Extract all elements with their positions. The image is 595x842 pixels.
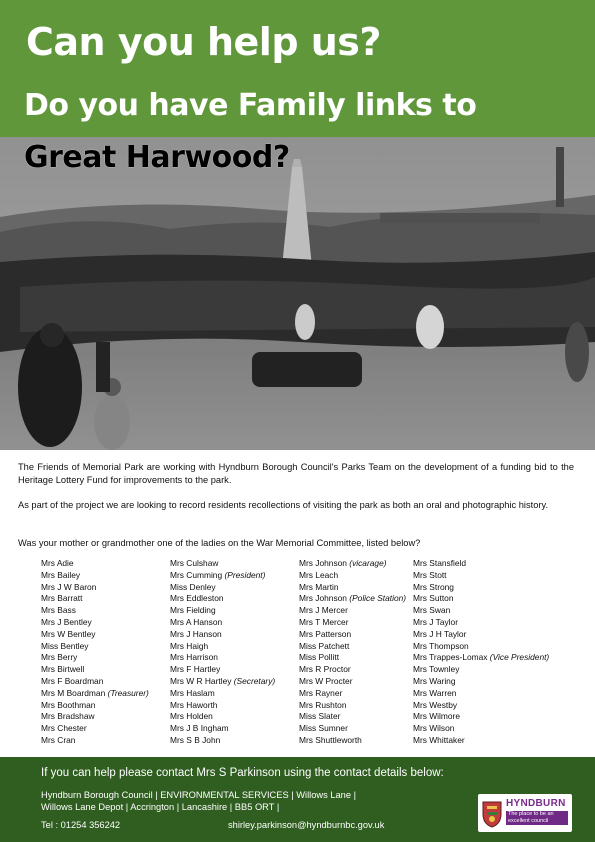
member-name: Mrs Stansfield — [413, 558, 467, 568]
member-name: Miss Patchett — [299, 640, 350, 651]
committee-member — [413, 723, 549, 735]
committee-member — [170, 641, 275, 653]
member-name: Mrs Adie — [41, 558, 74, 568]
committee-member — [413, 676, 549, 688]
headline-can-you-help: Can you help us? — [26, 20, 381, 64]
committee-member — [299, 641, 406, 653]
committee-member — [413, 664, 549, 676]
member-role: (Secretary) — [233, 675, 276, 686]
committee-member — [41, 558, 149, 570]
member-name: Mrs Barratt — [41, 593, 83, 604]
project-paragraph: As part of the project we are looking to record residents recollections of visiting the park as both an oral and photographic history. — [18, 500, 549, 510]
member-name: Mrs W R Hartley — [170, 675, 232, 686]
member-name: Mrs W Procter — [299, 675, 353, 686]
committee-member — [413, 593, 549, 605]
committee-member — [41, 570, 149, 582]
intro-paragraph: The Friends of Memorial Park are working with Hyndburn Borough Council's Parks Team on the development of a funding bid to the Heritage Lottery Fund for improvements to the park. — [18, 462, 574, 485]
member-name: Mrs Townley — [413, 664, 460, 675]
member-name: Mrs Wilson — [413, 723, 455, 734]
committee-member — [413, 605, 549, 617]
committee-member — [413, 617, 549, 629]
committee-member — [413, 735, 549, 747]
member-name: Mrs T Mercer — [299, 616, 349, 627]
member-name: Mrs J H Taylor — [413, 628, 467, 639]
committee-member — [299, 700, 406, 712]
hyndburn-logo — [478, 794, 572, 832]
member-name: Mrs Leach — [299, 569, 339, 580]
committee-member — [299, 617, 406, 629]
committee-member — [170, 688, 275, 700]
headline-great-harwood: Great Harwood? — [24, 140, 290, 175]
committee-member — [299, 605, 406, 617]
committee-member — [413, 558, 549, 570]
member-name: Mrs Bailey — [41, 569, 81, 580]
member-name: Mrs Culshaw — [170, 558, 219, 568]
headline-family-links: Do you have Family links to — [24, 88, 477, 123]
committee-member — [41, 700, 149, 712]
contact-email-link[interactable]: shirley.parkinson@hyndburnbc.gov.uk — [228, 820, 385, 830]
question-paragraph: Was your mother or grandmother one of the ladies on the War Memorial Committee, listed below? — [18, 538, 421, 548]
member-name: Mrs W Bentley — [41, 628, 96, 639]
contact-heading: If you can help please contact Mrs S Parkinson using the contact details below: — [41, 767, 444, 779]
member-name: Mrs J Mercer — [299, 605, 348, 616]
committee-member — [41, 641, 149, 653]
address-line-2: Willows Lane Depot | Accrington | Lancashire | BB5 ORT | — [41, 802, 280, 812]
member-name: Mrs Martin — [299, 581, 339, 592]
name-column-4 — [413, 558, 549, 747]
committee-member — [413, 711, 549, 723]
member-name: Mrs Chester — [41, 723, 87, 734]
memorial-crowd-photo — [0, 137, 595, 450]
committee-member — [299, 582, 406, 594]
member-name: Mrs Rayner — [299, 687, 343, 698]
member-name: Mrs Holden — [170, 711, 213, 722]
member-name: Mrs Bradshaw — [41, 711, 95, 722]
committee-member — [299, 570, 406, 582]
member-name: Mrs Johnson — [299, 558, 347, 568]
address-line-1: Hyndburn Borough Council | ENVIRONMENTAL SERVICES | Willows Lane | — [41, 790, 357, 800]
member-role: (President) — [224, 569, 266, 580]
member-name: Mrs Swan — [413, 605, 451, 616]
committee-member — [413, 688, 549, 700]
member-name: Miss Denley — [170, 581, 216, 592]
member-name: Mrs Berry — [41, 652, 78, 663]
member-name: Mrs Wilmore — [413, 711, 460, 722]
committee-member — [299, 688, 406, 700]
name-column-3 — [299, 558, 406, 747]
member-name: Mrs Rushton — [299, 699, 347, 710]
committee-member — [299, 664, 406, 676]
logo-tagline: The place to be an excellent council — [506, 811, 568, 825]
committee-member — [170, 700, 275, 712]
member-name: Mrs Fielding — [170, 605, 216, 616]
name-column-2 — [170, 558, 275, 747]
committee-member — [170, 558, 275, 570]
committee-member — [170, 711, 275, 723]
committee-member — [299, 676, 406, 688]
member-name: Mrs Cran — [41, 734, 76, 745]
committee-member — [170, 582, 275, 594]
committee-member — [41, 676, 149, 688]
committee-member — [413, 582, 549, 594]
member-name: Mrs J W Baron — [41, 581, 97, 592]
committee-member — [41, 652, 149, 664]
logo-name: HYNDBURN — [506, 798, 566, 809]
member-name: Mrs Boothman — [41, 699, 96, 710]
member-name: Mrs Johnson — [299, 593, 347, 604]
committee-member — [170, 570, 275, 582]
member-name: Mrs F Hartley — [170, 664, 221, 675]
member-name: Mrs J Hanson — [170, 628, 222, 639]
committee-member — [41, 617, 149, 629]
committee-member — [41, 664, 149, 676]
member-name: Mrs M Boardman — [41, 687, 106, 698]
committee-member — [170, 629, 275, 641]
member-name: Mrs Sutton — [413, 593, 454, 604]
committee-member — [299, 629, 406, 641]
committee-member — [41, 629, 149, 641]
committee-member — [41, 582, 149, 594]
committee-member — [299, 711, 406, 723]
committee-member — [170, 593, 275, 605]
committee-member — [170, 676, 275, 688]
member-name: Miss Sumner — [299, 723, 348, 734]
member-role: (vicarage) — [349, 558, 387, 568]
member-name: Mrs Haworth — [170, 699, 218, 710]
member-name: Mrs Patterson — [299, 628, 352, 639]
member-name: Mrs J B Ingham — [170, 723, 229, 734]
member-name: Mrs Warren — [413, 687, 457, 698]
committee-member — [170, 605, 275, 617]
contact-address — [41, 789, 421, 813]
member-name: Mrs A Hanson — [170, 616, 223, 627]
committee-member — [413, 629, 549, 641]
committee-member — [170, 617, 275, 629]
committee-member — [299, 735, 406, 747]
member-name: Mrs Cumming — [170, 569, 223, 580]
member-name: Miss Slater — [299, 711, 341, 722]
committee-member — [41, 688, 149, 700]
member-name: Mrs J Taylor — [413, 616, 458, 627]
header-banner — [0, 0, 595, 137]
member-name: Mrs Stott — [413, 569, 447, 580]
member-role: (Vice President) — [489, 652, 550, 663]
council-crest-icon — [481, 798, 503, 828]
member-name: Mrs Shuttleworth — [299, 734, 362, 745]
member-name: Mrs Westby — [413, 699, 458, 710]
committee-member — [41, 735, 149, 747]
member-name: Mrs Birtwell — [41, 664, 85, 675]
member-name: Mrs Waring — [413, 675, 456, 686]
member-name: Mrs Thompson — [413, 640, 469, 651]
name-column-1 — [41, 558, 149, 747]
committee-member — [413, 641, 549, 653]
committee-member — [299, 558, 406, 570]
committee-member — [299, 593, 406, 605]
member-name: Miss Bentley — [41, 640, 89, 651]
member-name: Mrs S B John — [170, 734, 221, 745]
member-name: Mrs Bass — [41, 605, 76, 616]
contact-telephone: Tel : 01254 356242 — [41, 820, 121, 830]
committee-member — [413, 652, 549, 664]
member-name: Mrs Eddleston — [170, 593, 224, 604]
member-name: Miss Pollitt — [299, 652, 340, 663]
member-name: Mrs R Proctor — [299, 664, 351, 675]
member-name: Mrs Strong — [413, 581, 454, 592]
committee-member — [299, 723, 406, 735]
member-role: (Treasurer) — [107, 687, 149, 698]
committee-member — [170, 735, 275, 747]
committee-member — [41, 605, 149, 617]
committee-member — [413, 700, 549, 712]
committee-member — [299, 652, 406, 664]
member-name: Mrs Harrison — [170, 652, 218, 663]
committee-member — [41, 723, 149, 735]
committee-member — [170, 652, 275, 664]
member-name: Mrs Haslam — [170, 687, 215, 698]
committee-member — [41, 593, 149, 605]
committee-member — [170, 664, 275, 676]
member-name: Mrs J Bentley — [41, 616, 92, 627]
member-role: (Police Station) — [349, 593, 407, 604]
committee-member — [413, 570, 549, 582]
member-name: Mrs F Boardman — [41, 675, 104, 686]
member-name: Mrs Whittaker — [413, 734, 465, 745]
contact-footer — [0, 757, 595, 842]
member-name: Mrs Trappes-Lomax — [413, 652, 488, 663]
committee-member — [170, 723, 275, 735]
committee-member — [41, 711, 149, 723]
member-name: Mrs Haigh — [170, 640, 209, 651]
